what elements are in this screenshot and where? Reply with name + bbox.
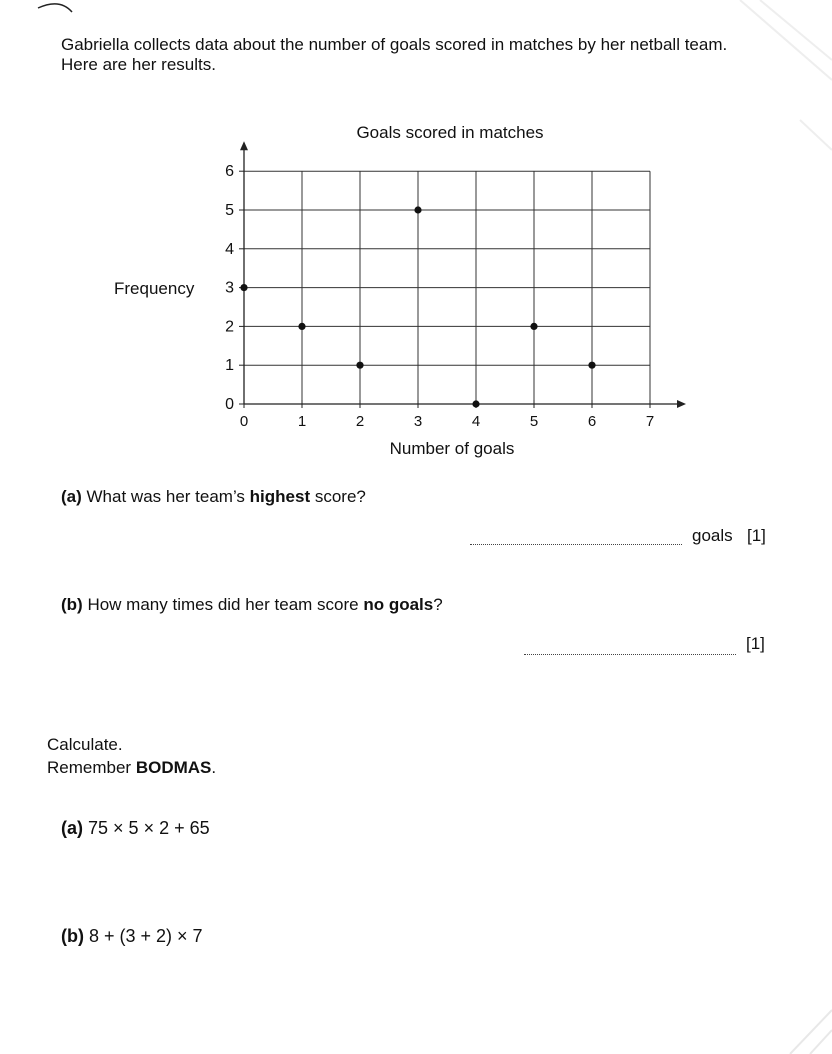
intro-text xyxy=(61,35,773,75)
intro-line-1: Gabriella collects data about the number of goals scored in matches by her netball team. xyxy=(61,35,728,54)
q1b-text-post: ? xyxy=(433,595,443,614)
y-tick-label: 1 xyxy=(225,357,234,375)
chart-axes xyxy=(239,141,686,408)
y-tick-label: 0 xyxy=(225,396,234,413)
y-tick-label: 5 xyxy=(225,202,234,219)
x-tick-label: 0 xyxy=(239,413,249,430)
question-1a xyxy=(61,487,366,507)
q2-reminder-post: . xyxy=(211,758,217,777)
data-point xyxy=(240,284,247,291)
q1b-marks: [1] xyxy=(746,634,765,653)
data-point xyxy=(472,400,479,407)
q2b-expression: 8 + (3 + 2) × 7 xyxy=(89,926,203,946)
data-point xyxy=(530,323,537,330)
q2a-label: (a) xyxy=(61,818,83,838)
x-tick-label: 1 xyxy=(297,413,307,430)
y-tick-label: 3 xyxy=(225,279,234,297)
q1b-text-pre: How many times did her team score xyxy=(87,595,364,614)
question-2b xyxy=(61,926,203,947)
x-axis-label: Number of goals xyxy=(389,439,515,458)
y-tick-labels xyxy=(225,163,234,413)
answer-line-1b[interactable] xyxy=(524,654,736,655)
x-axis-arrow xyxy=(677,400,686,408)
data-point xyxy=(356,362,363,369)
question-2a xyxy=(61,818,210,839)
y-tick-label: 6 xyxy=(225,163,234,181)
x-tick-label: 2 xyxy=(355,413,365,430)
q1a-text-post: score? xyxy=(310,487,366,506)
q1a-unit: goals xyxy=(692,526,733,545)
x-tick-labels xyxy=(240,413,654,430)
q1b-bold: no goals xyxy=(363,595,434,614)
q1b-label: (b) xyxy=(61,595,83,614)
q2-reminder-bold: BODMAS xyxy=(135,758,212,777)
q1a-label: (a) xyxy=(61,487,82,506)
q1a-text-pre: What was her team’s xyxy=(86,487,250,506)
intro-line-2: Here are her results. xyxy=(61,55,216,74)
y-tick-label: 2 xyxy=(225,318,234,336)
y-axis-label: Frequency xyxy=(114,279,195,298)
q2-reminder xyxy=(47,758,216,778)
q2-instruction: Calculate. xyxy=(47,735,123,754)
y-axis-arrow xyxy=(240,141,248,150)
data-point xyxy=(588,362,595,369)
answer-line-1a[interactable] xyxy=(470,544,682,545)
q2a-expression: 75 × 5 × 2 + 65 xyxy=(88,818,210,838)
x-tick-label: 7 xyxy=(645,413,655,430)
q1a-marks: [1] xyxy=(747,526,766,545)
data-point xyxy=(414,206,421,213)
q2b-label: (b) xyxy=(61,926,84,946)
x-tick-label: 5 xyxy=(529,413,539,430)
x-tick-label: 3 xyxy=(413,413,423,430)
y-tick-label: 4 xyxy=(225,240,234,258)
q1a-bold: highest xyxy=(249,487,311,506)
chart-grid xyxy=(244,171,650,404)
chart-title: Goals scored in matches xyxy=(356,123,544,142)
goals-chart xyxy=(100,118,700,463)
data-point xyxy=(298,323,305,330)
q2-reminder-pre: Remember xyxy=(47,758,136,777)
question-1b xyxy=(61,595,443,615)
x-tick-label: 6 xyxy=(587,413,597,430)
x-tick-label: 4 xyxy=(471,413,481,430)
